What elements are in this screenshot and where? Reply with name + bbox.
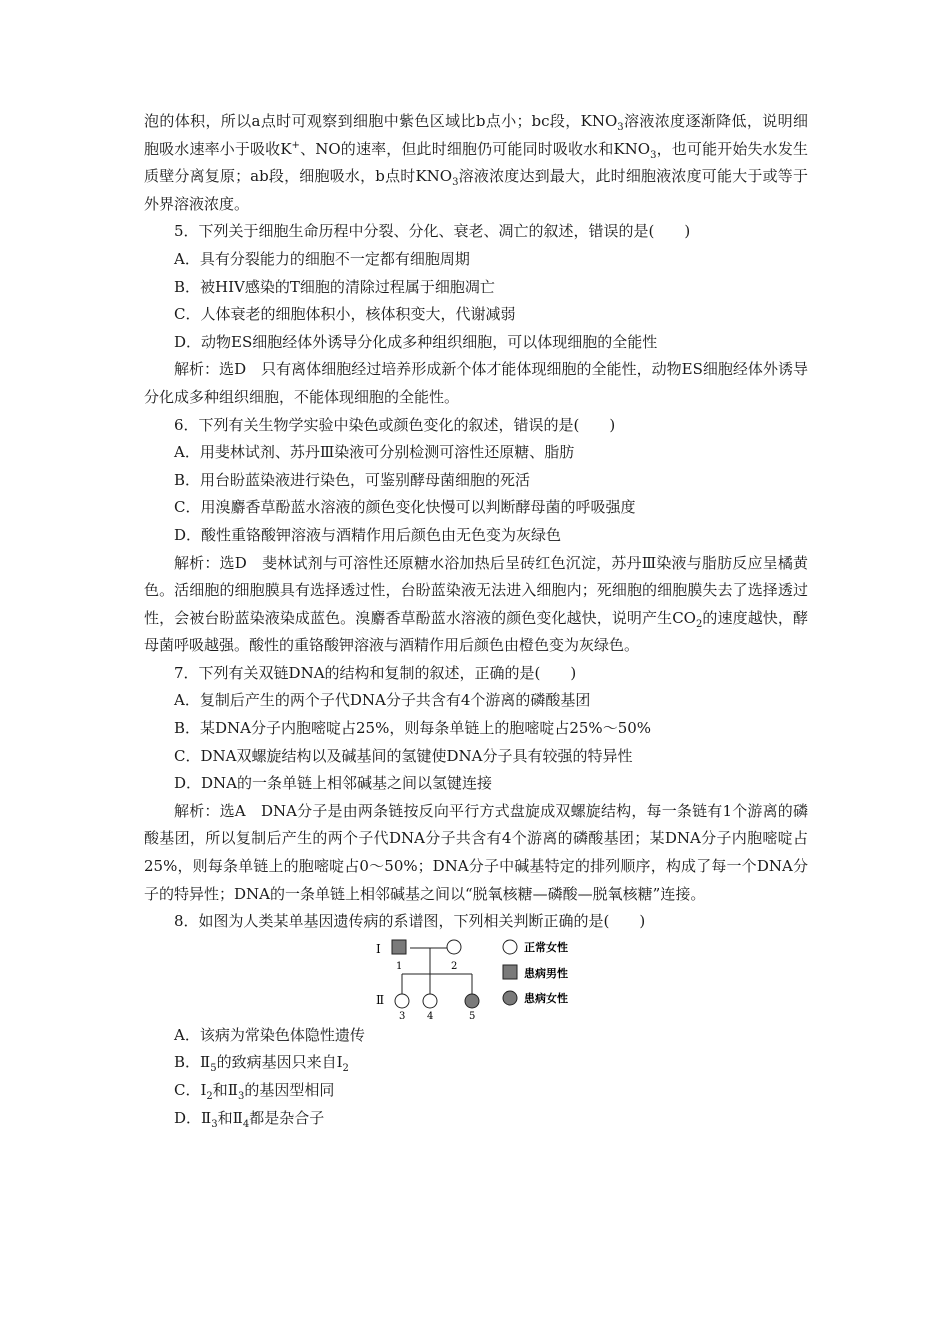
question-5-analysis: 解析：选D 只有离体细胞经过培养形成新个体才能体现细胞的全能性，动物ES细胞经体外诱导分化成多种组织细胞，不能体现细胞的全能性。 [144,360,808,406]
legend-affected-female-symbol [503,991,517,1005]
question-6-option-d: D．酸性重铬酸钾溶液与酒精作用后颜色由无色变为灰绿色 [174,525,562,544]
question-7-option-a: A．复制后产生的两个子代DNA分子共含有4个游离的磷酸基团 [174,691,591,710]
document-page [144,108,808,1132]
individual-1-number: 1 [396,960,403,972]
question-7-analysis: 解析：选A DNA分子是由两条链按反向平行方式盘旋成双螺旋结构，每一条链有1个游离的磷酸基团，所以复制后产生的两个子代DNA分子共含有4个游离的磷酸基团；某DNA分子内胞嘧啶占25%，则每条单链上的胞嘧啶占0～50%；DNA分子中碱基特定的排列顺序，构成了每一个DNA分子的特异性；DNA的一条单链上相邻碱基之间以“脱氧核糖—磷酸—脱氧核糖”连接。 [144,801,808,903]
question-5-option-a: A．具有分裂能力的细胞不一定都有细胞周期 [174,249,470,268]
individual-2-normal-female [447,940,461,954]
individual-4-number: 4 [427,1010,434,1020]
individual-5-affected-female [465,994,479,1008]
legend-normal-female-symbol [503,940,517,954]
question-7-option-c: C．DNA双螺旋结构以及碱基间的氢键使DNA分子具有较强的特异性 [174,746,633,765]
question-6-stem: 6．下列有关生物学实验中染色或颜色变化的叙述，错误的是( ) [174,415,616,434]
intro-paragraph: 泡的体积，所以a点时可观察到细胞中紫色区域比b点小；bc段，$KNO_3$溶液浓度逐渐降低，说明细胞吸水速率小于吸收K+、NO的速率，但此时细胞仍可能同时吸收水和$KNO_3$，也可能开始失水发生质壁分离复原；ab段，细胞吸水，b点时$KNO_3$溶液浓度达到最大，此时细胞液浓度可能大于或等于外界溶液浓度。 [144,112,808,213]
question-8-option-b: B．$Ⅱ_5$的致病基因只来自$Ⅰ_2$ [174,1053,349,1075]
question-8-option-c: C．$Ⅰ_2$和$Ⅱ_3$的基因型相同 [174,1081,335,1102]
individual-1-affected-male [392,940,406,954]
question-8-option-a: A．该病为常染色体隐性遗传 [174,1025,365,1044]
individual-3-number: 3 [399,1010,406,1020]
question-7-option-b: B．某DNA分子内胞嘧啶占25%，则每条单链上的胞嘧啶占25%～50% [174,719,652,738]
question-5-option-d: D．动物ES细胞经体外诱导分化成多种组织细胞，可以体现细胞的全能性 [174,332,658,351]
legend-affected-male-symbol [503,965,517,979]
generation-2-label: Ⅱ [376,992,385,1007]
question-7-option-d: D．DNA的一条单链上相邻碱基之间以氢键连接 [174,774,493,793]
individual-3-normal-female [395,994,409,1008]
pedigree-figure [144,936,808,1022]
legend-normal-female-label: 正常女性 [524,940,568,954]
question-6-option-b: B．用台盼蓝染液进行染色，可鉴别酵母菌细胞的死活 [174,470,531,489]
question-6-analysis: 解析：选D 斐林试剂与可溶性还原糖水浴加热后呈砖红色沉淀，苏丹Ⅲ染液与脂肪反应呈橘黄色。活细胞的细胞膜具有选择透过性，台盼蓝染液无法进入细胞内；死细胞的细胞膜失去了选择透过性，会被台盼蓝染液染成蓝色。溴麝香草酚蓝水溶液的颜色变化越快，说明产生$CO_2$的速度越快，酵母菌呼吸越强。酸性的重铬酸钾溶液与酒精作用后颜色由橙色变为灰绿色。 [144,553,808,655]
question-8-option-d: D．$Ⅱ_3$和$Ⅱ_4$都是杂合子 [174,1108,325,1130]
question-5-option-c: C．人体衰老的细胞体积小，核体积变大，代谢减弱 [174,305,516,324]
individual-5-number: 5 [469,1010,476,1020]
legend-affected-female-label: 患病女性 [524,991,568,1005]
question-6-option-c: C．用溴麝香草酚蓝水溶液的颜色变化快慢可以判断酵母菌的呼吸强度 [174,498,636,517]
question-5-option-b: B．被HIV感染的T细胞的清除过程属于细胞凋亡 [174,277,495,296]
generation-1-label: Ⅰ [376,941,381,956]
individual-4-normal-female [423,994,437,1008]
question-7-stem: 7．下列有关双链DNA的结构和复制的叙述，正确的是( ) [174,663,577,682]
question-8-stem: 8．如图为人类某单基因遗传病的系谱图，下列相关判断正确的是( ) [174,912,646,931]
question-5-stem: 5．下列关于细胞生命历程中分裂、分化、衰老、凋亡的叙述，错误的是( ) [174,222,691,241]
individual-2-number: 2 [451,960,458,972]
legend-affected-male-label: 患病男性 [524,966,568,980]
question-6-option-a: A．用斐林试剂、苏丹Ⅲ染液可分别检测可溶性还原糖、脂肪 [174,443,575,462]
pedigree-chart [372,936,632,1020]
